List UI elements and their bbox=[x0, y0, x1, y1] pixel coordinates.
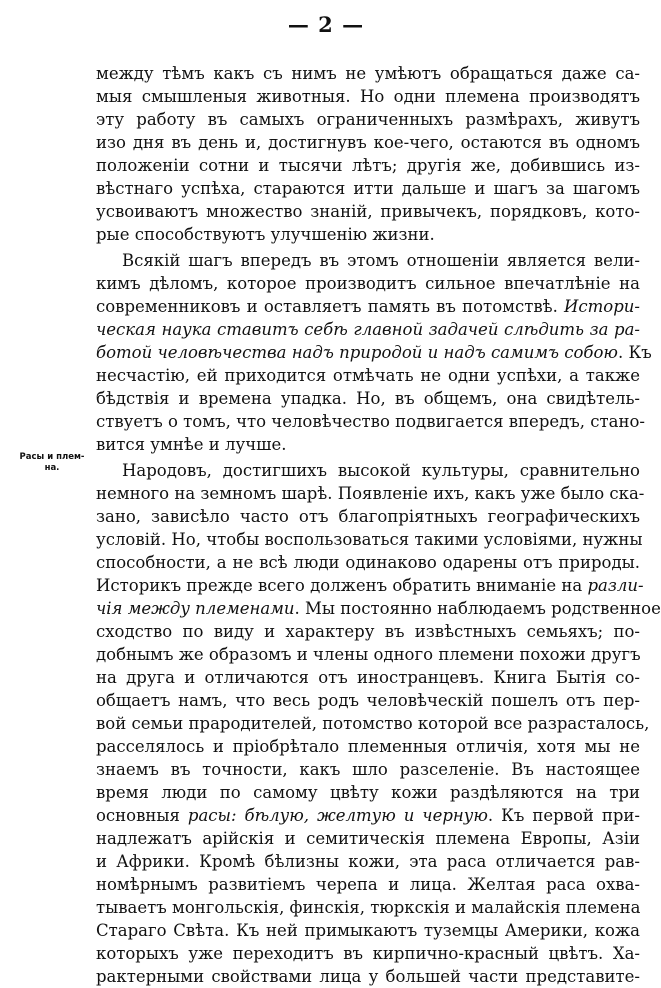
text-line: рактерными свойствами лица у большей части представите- bbox=[96, 967, 640, 986]
text-line bbox=[96, 341, 652, 364]
text-line: между тѣмъ какъ съ нимъ не умѣютъ обращаться даже са- bbox=[96, 64, 640, 83]
text-line: кимъ дѣломъ, которое производитъ сильное впечатлѣніе на bbox=[96, 274, 640, 293]
text-line: усвоиваютъ множество знаній, привычекъ, порядковъ, кото- bbox=[96, 202, 640, 221]
italic-text: разли- bbox=[587, 576, 644, 595]
italic-text: расы: бѣлую, желтую и черную bbox=[187, 806, 488, 825]
text-line: несчастію, ей приходится отмѣчать не одни успѣхи, а также bbox=[96, 366, 640, 385]
paragraph-2 bbox=[96, 249, 652, 456]
text-line bbox=[96, 295, 640, 318]
text-line: Всякій шагъ впередъ въ этомъ отношеніи является вели- bbox=[122, 251, 640, 270]
paragraph-1 bbox=[96, 62, 640, 246]
text-line bbox=[96, 597, 661, 620]
text-line: бѣдствія и времена упадка. Но, въ общемъ, она свидѣтель- bbox=[96, 389, 640, 408]
text-line: Народовъ, достигшихъ высокой культуры, сравнительно bbox=[122, 461, 640, 480]
text-line: вѣстнаго успѣха, стараются итти дальше и шагъ за шагомъ bbox=[96, 179, 640, 198]
text-span: основныя bbox=[96, 806, 188, 825]
text-line: зано, зависѣло часто отъ благопріятныхъ географическихъ bbox=[96, 507, 640, 526]
text-line bbox=[96, 574, 644, 597]
margin-note-line-1: Расы и плем- bbox=[19, 452, 85, 462]
text-span: . Къ bbox=[617, 343, 652, 362]
text-line: на друга и отличаются отъ иностранцевъ. Книга Бытія со- bbox=[96, 668, 640, 687]
margin-note bbox=[12, 452, 92, 474]
text-line: способности, а не всѣ люди одинаково одарены отъ природы. bbox=[96, 553, 640, 572]
text-span: Историкъ прежде всего долженъ обратить вниманіе на bbox=[96, 576, 588, 595]
text-line: вой семьи прародителей, потомство которой все разрасталось, bbox=[96, 714, 650, 733]
text-line: расселялось и пріобрѣтало племенныя отличія, хотя мы не bbox=[96, 737, 640, 756]
margin-note-line-2: на. bbox=[44, 463, 60, 473]
text-line: добнымъ же образомъ и члены одного племени похожи другъ bbox=[96, 645, 641, 664]
text-line: которыхъ уже переходитъ въ кирпично-красный цвѣтъ. Ха- bbox=[96, 944, 640, 963]
text-line: Стараго Свѣта. Къ ней примыкаютъ туземцы Америки, кожа bbox=[96, 921, 640, 940]
paragraph-3 bbox=[96, 459, 661, 988]
text-line: знаемъ въ точности, какъ шло разселеніе. Въ настоящее bbox=[96, 760, 640, 779]
text-line: немного на земномъ шарѣ. Появленіе ихъ, какъ уже было ска- bbox=[96, 484, 645, 503]
text-span: современниковъ и оставляетъ память въ потомствѣ. bbox=[96, 297, 565, 316]
text-line: надлежатъ арійскія и семитическія племена Европы, Азіи bbox=[96, 829, 640, 848]
italic-text: чія между племенами bbox=[96, 599, 295, 618]
text-line bbox=[96, 318, 640, 341]
text-line: время люди по самому цвѣту кожи раздѣляются на три bbox=[96, 783, 640, 802]
text-line: изо дня въ день и, достигнувъ кое-чего, остаются въ одномъ bbox=[96, 133, 640, 152]
text-line bbox=[96, 804, 640, 827]
italic-text: ческая наука ставитъ себѣ главной задачей слѣдить за ра- bbox=[96, 320, 640, 339]
text-line: тываетъ монгольскія, финскія, тюркскія и малайскія племена bbox=[96, 898, 641, 917]
text-line: ствуетъ о томъ, что человѣчество подвигается впередъ, стано- bbox=[96, 412, 646, 431]
body-text bbox=[96, 62, 661, 988]
text-line: сходство по виду и характеру въ извѣстныхъ семьяхъ; по- bbox=[96, 622, 640, 641]
text-line: общаетъ намъ, что весь родъ человѣческій пошелъ отъ пер- bbox=[96, 691, 640, 710]
text-span: . Къ первой при- bbox=[487, 806, 640, 825]
text-line: номѣрнымъ развитіемъ черепа и лица. Желтая раса охва- bbox=[96, 875, 640, 894]
text-line: эту работу въ самыхъ ограниченныхъ размѣрахъ, живутъ bbox=[96, 110, 640, 129]
text-line: положеніи сотни и тысячи лѣтъ; другія же, добившись из- bbox=[96, 156, 640, 175]
italic-text: ботой человѣчества надъ природой и надъ самимъ собою bbox=[96, 343, 618, 362]
page-number: — 2 — bbox=[287, 12, 365, 37]
text-line: условій. Но, чтобы воспользоваться такими условіями, нужны bbox=[96, 530, 643, 549]
text-line: вится умнѣе и лучше. bbox=[96, 435, 287, 454]
text-line: и Африки. Кромѣ бѣлизны кожи, эта раса отличается рав- bbox=[96, 852, 640, 871]
text-span: . Мы постоянно наблюдаемъ родственное bbox=[294, 599, 661, 618]
text-line: рые способствуютъ улучшенію жизни. bbox=[96, 225, 435, 244]
italic-text: Истори- bbox=[564, 297, 640, 316]
text-line: мыя смышленыя животныя. Но одни племена производятъ bbox=[96, 87, 640, 106]
